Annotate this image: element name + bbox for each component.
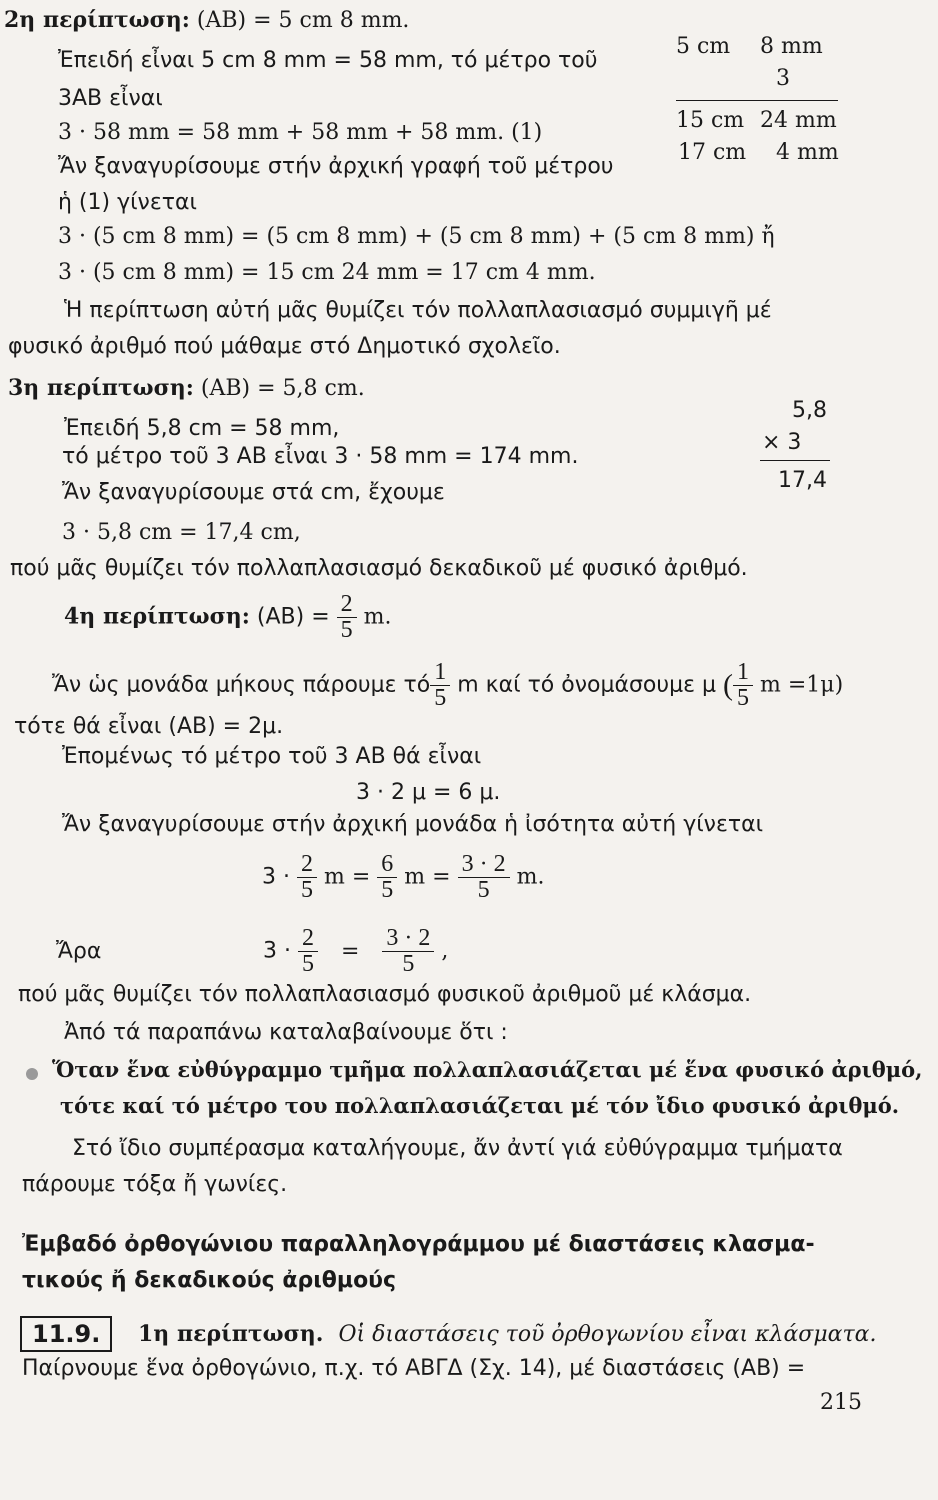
case3-line4: 3 · 5,8 cm = 17,4 cm,: [62, 520, 301, 545]
fraction-numerator: 1: [430, 660, 450, 686]
one-fifth-fraction: [430, 660, 450, 711]
side-r4b: 4 mm: [776, 140, 839, 165]
side-r1a: 5 cm: [676, 34, 731, 59]
section-case1-text: Οἱ διαστάσεις τοῦ ὀρθογωνίου εἶναι κλάσματα.: [338, 1322, 877, 1347]
case3-heading: 3η περίπτωση:: [8, 375, 194, 401]
case3-line1: Ἐπειδή 5,8 cm = 58 mm,: [64, 416, 340, 441]
case2-heading: 2η περίπτωση:: [4, 7, 190, 33]
case4-line9: πάρουμε τόξα ἤ γωνίες.: [22, 1172, 288, 1197]
eq1-frac-two-fifths: [297, 852, 317, 903]
side3-c: 17,4: [778, 468, 827, 493]
fraction-denominator: 5: [301, 951, 314, 978]
case4-line1-b: m καί τό ὀνομάσουμε μ: [457, 672, 716, 698]
fraction-denominator: 5: [381, 877, 394, 904]
case2-line3: 3 · 58 mm = 58 mm + 58 mm + 58 mm. (1): [58, 120, 543, 145]
case2-line4: Ἄν ξαναγυρίσουμε στήν ἀρχική γραφή τοῦ μέτρου: [58, 154, 614, 179]
case4-heading-line: [64, 592, 392, 643]
case4-line5: Ἄν ξαναγυρίσουμε στήν ἀρχική μονάδα ἡ ἰσότητα αὐτή γίνεται: [62, 812, 764, 837]
page-number: 215: [820, 1390, 862, 1415]
case3-heading-eq: (AB) = 5,8 cm.: [200, 376, 365, 401]
case2-line1: Ἐπειδή εἶναι 5 cm 8 mm = 58 mm, τό μέτρο τοῦ: [58, 48, 598, 73]
eq1-frac-three-two-fifths: [458, 852, 510, 903]
side3-a: 5,8: [792, 398, 827, 423]
case4-line1: [52, 660, 843, 711]
eq1-c: m =: [404, 864, 451, 890]
section-title-line2: τικούς ἤ δεκαδικούς ἀριθμούς: [22, 1268, 397, 1293]
case2-line9: φυσικό ἀριθμό πού μάθαμε στό Δημοτικό σχολεῖο.: [8, 334, 561, 359]
fraction-numerator: 3 · 2: [382, 926, 434, 952]
case4-equation1: [262, 852, 544, 903]
fraction-numerator: 2: [297, 852, 317, 878]
fraction-numerator: 1: [733, 660, 753, 686]
case2-heading-eq: (AB) = 5 cm 8 mm.: [196, 8, 410, 33]
eq1-d: m.: [516, 864, 545, 890]
ara-label: Ἄρα: [56, 938, 102, 964]
case4-line6: πού μᾶς θυμίζει τόν πολλαπλασιασμό φυσικοῦ ἀριθμοῦ μέ κλάσμα.: [18, 982, 752, 1007]
case2-heading-line: [4, 8, 409, 33]
case4-line2: τότε θά εἶναι (AB) = 2μ.: [14, 714, 284, 739]
eq2-a: 3 ·: [263, 938, 291, 964]
case4-line4: 3 · 2 μ = 6 μ.: [356, 780, 501, 805]
case4-line3: Ἐπομένως τό μέτρο τοῦ 3 AB θά εἶναι: [62, 744, 482, 769]
case3-line5: πού μᾶς θυμίζει τόν πολλαπλασιασμό δεκαδικοῦ μέ φυσικό ἀριθμό.: [10, 556, 748, 581]
case3-heading-line: [8, 376, 365, 401]
side3-b: × 3: [762, 430, 802, 455]
fraction-denominator: 5: [434, 685, 447, 712]
side3-rule: [760, 460, 830, 461]
fraction-denominator: 5: [736, 685, 749, 712]
case4-line1-a: Ἄν ὡς μονάδα μήκους πάρουμε τό: [52, 672, 431, 698]
eq2-b: =: [340, 938, 360, 964]
side-rule-1: [676, 100, 838, 101]
eq1-a: 3 ·: [262, 864, 290, 890]
side-r2: 3: [776, 66, 790, 91]
case4-line1-c: m =1μ): [759, 672, 844, 698]
eq2-c: ,: [441, 938, 449, 964]
case4-equation2: [56, 926, 448, 977]
section-title-line1: Ἐμβαδό ὀρθογώνιου παραλληλογράμμου μέ διαστάσεις κλασμα-: [22, 1232, 815, 1257]
section-number-box: 11.9.: [20, 1316, 112, 1352]
case3-line3: Ἄν ξαναγυρίσουμε στά cm, ἔχουμε: [62, 480, 445, 505]
fraction-numerator: 6: [377, 852, 397, 878]
side-r3a: 15 cm: [676, 108, 745, 133]
case4-line8: Στό ἴδιο συμπέρασμα καταλήγουμε, ἄν ἀντί γιά εὐθύγραμμα τμήματα: [72, 1136, 843, 1161]
open-paren: (: [722, 668, 733, 702]
fraction-denominator: 5: [300, 877, 313, 904]
fraction-denominator: 5: [402, 951, 415, 978]
case4-heading-eq-a: (AB) =: [256, 604, 330, 630]
eq2-frac-three-two-fifths: [382, 926, 434, 977]
case2-line7: 3 · (5 cm 8 mm) = 15 cm 24 mm = 17 cm 4 mm.: [58, 260, 596, 285]
section-case1-heading: 1η περίπτωση.: [138, 1321, 324, 1347]
side-r4a: 17 cm: [678, 140, 747, 165]
case2-line6: 3 · (5 cm 8 mm) = (5 cm 8 mm) + (5 cm 8 mm) + (5 cm 8 mm) ἤ: [58, 224, 775, 249]
rule-line1: Ὅταν ἕνα εὐθύγραμμο τμῆμα πολλαπλασιάζεται μέ ἕνα φυσικό ἀριθμό,: [52, 1057, 923, 1082]
eq1-b: m =: [323, 864, 371, 890]
fraction-numerator: 3 · 2: [458, 852, 510, 878]
bullet-icon: [26, 1068, 38, 1080]
eq2-frac-two-fifths: [298, 926, 318, 977]
fraction-numerator: 2: [337, 592, 357, 618]
fraction-denominator: 5: [340, 617, 353, 644]
section-last-line: Παίρνουμε ἕνα ὀρθογώνιο, π.χ. τό ΑΒΓΔ (Σχ. 14), μέ διαστάσεις (AB) =: [22, 1356, 806, 1381]
side-r3b: 24 mm: [760, 108, 837, 133]
fraction-numerator: 2: [298, 926, 318, 952]
case3-line2: τό μέτρο τοῦ 3 AB εἶναι 3 · 58 mm = 174 mm.: [62, 444, 579, 469]
case2-line5: ἡ (1) γίνεται: [58, 190, 197, 215]
one-fifth-fraction-2: [733, 660, 753, 711]
rule-line2: τότε καί τό μέτρο του πολλαπλασιάζεται μέ τόν ἴδιο φυσικό ἀριθμό.: [60, 1093, 900, 1118]
side-r1b: 8 mm: [760, 34, 823, 59]
case4-line7: Ἀπό τά παραπάνω καταλαβαίνουμε ὅτι :: [64, 1020, 508, 1045]
fraction-denominator: 5: [477, 877, 490, 904]
case4-heading-eq-b: m.: [363, 604, 392, 630]
case2-line8: Ἡ περίπτωση αὐτή μᾶς θυμίζει τόν πολλαπλασιασμό συμμιγῆ μέ: [64, 298, 772, 323]
section-case1-line: [138, 1322, 877, 1347]
case4-heading-fraction: [337, 592, 357, 643]
case4-heading: 4η περίπτωση:: [64, 603, 250, 630]
eq1-frac-six-fifths: [377, 852, 397, 903]
case2-line2: 3AB εἶναι: [58, 86, 163, 111]
